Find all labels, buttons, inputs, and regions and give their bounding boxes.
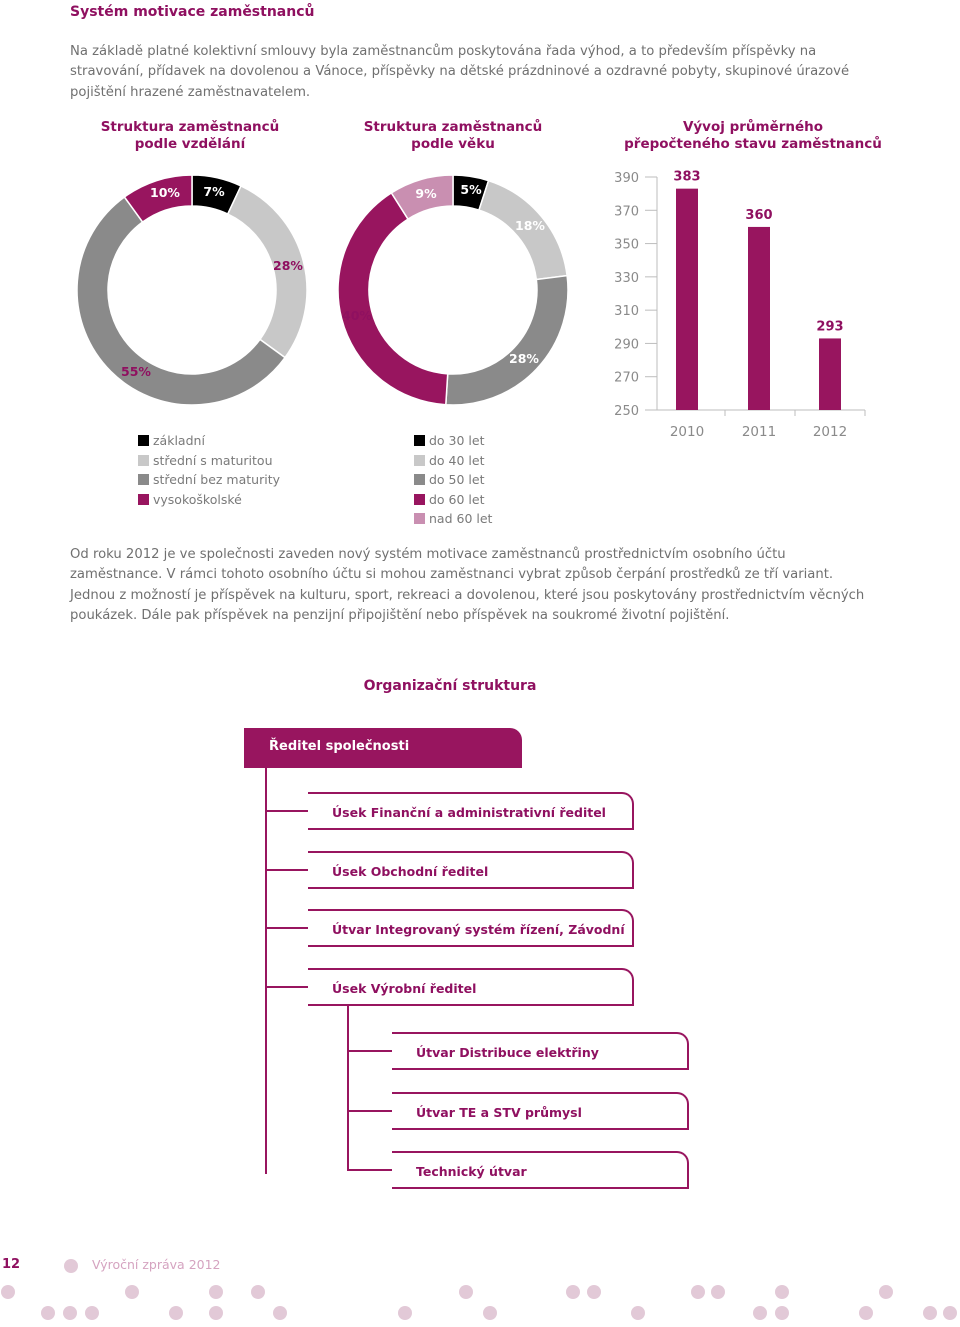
decorative-dot — [923, 1306, 937, 1320]
education-title-line1: Struktura zaměstnanců — [100, 119, 280, 135]
org-subunit-box: Útvar TE a STV průmysl — [392, 1092, 689, 1130]
education-legend-item — [138, 490, 280, 510]
age-legend-item — [414, 509, 492, 529]
age-legend-label: nad 60 let — [429, 511, 493, 527]
org-subunit-box: Útvar Distribuce elektřiny — [392, 1032, 689, 1070]
decorative-dot — [273, 1306, 287, 1320]
decorative-dot — [631, 1306, 645, 1320]
org-connector — [265, 986, 308, 988]
section-heading: Systém motivace zaměstnanců — [70, 4, 315, 20]
education-legend-item — [138, 451, 280, 471]
age-donut-label-3: 28% — [509, 351, 539, 366]
headcount-title-line2: přepočteného stavu zaměstnanců — [624, 136, 882, 152]
decorative-dot — [691, 1285, 705, 1299]
bar-value-label: 360 — [745, 207, 773, 223]
age-donut-label-5: 9% — [415, 186, 437, 201]
edu-donut-label-2: 28% — [273, 258, 303, 273]
bar-ytick-label: 290 — [614, 337, 639, 353]
decorative-dot — [753, 1306, 767, 1320]
report-title: Výroční zpráva 2012 — [92, 1257, 221, 1272]
education-legend-item — [138, 470, 280, 490]
intro-paragraph: Na základě platné kolektivní smlouvy byla zaměstnancům poskytována řada výhod, a to především příspěvky na stravování, přídavek na dovolenou a Vánoce, příspěvky na dětské prázdninové a ozdravné pobyty, skupinové úrazové pojištění hrazené zaměstnavatelem. — [70, 44, 850, 100]
education-legend-label: vysokoškolské — [153, 491, 242, 507]
age-donut-label-2: 18% — [515, 218, 545, 233]
bar-2010 — [676, 189, 698, 410]
decorative-dot — [483, 1306, 497, 1320]
education-legend-swatch — [138, 494, 149, 505]
org-connector-sub — [347, 1006, 349, 1170]
org-connector — [265, 927, 308, 929]
age-legend-label: do 60 let — [429, 491, 485, 507]
age-legend-item — [414, 451, 492, 471]
org-connector — [347, 1110, 392, 1112]
age-legend-item — [414, 431, 492, 451]
decorative-dot — [125, 1285, 139, 1299]
bar-2011 — [748, 227, 770, 410]
age-legend-label: do 30 let — [429, 433, 485, 449]
age-legend-item — [414, 490, 492, 510]
org-connector — [347, 1050, 392, 1052]
age-legend-swatch — [414, 435, 425, 446]
bar-ytick-label: 390 — [614, 171, 639, 186]
education-legend-swatch — [138, 455, 149, 466]
edu-donut-label-3: 55% — [121, 364, 151, 379]
director-box: Ředitel společnosti — [244, 728, 522, 768]
decorative-dot — [587, 1285, 601, 1299]
decorative-dot — [943, 1306, 957, 1320]
decorative-dot — [711, 1285, 725, 1299]
decorative-dot — [566, 1285, 580, 1299]
bar-category-label: 2010 — [669, 424, 705, 440]
age-title-line1: Struktura zaměstnanců — [363, 119, 543, 135]
decorative-dot — [775, 1285, 789, 1299]
bar-category-label: 2011 — [741, 424, 777, 440]
bar-category-label: 2012 — [812, 424, 848, 440]
org-unit-box: Úsek Finanční a administrativní ředitel — [308, 792, 634, 830]
bar-ytick-label: 370 — [614, 204, 639, 220]
age-legend-item — [414, 470, 492, 490]
decorative-dot — [879, 1285, 893, 1299]
motivation-paragraph: Od roku 2012 je ve společnosti zaveden nový systém motivace zaměstnanců prostřednictvím osobního účtu zaměstnance. V rámci tohoto osobního účtu si mohou zaměstnanci vybrat způsob čerpání prostředků ze tří variant. Jednou z možností je příspěvek na kulturu, sport, rekreaci a dovolenou, které jsou poskytovány prostřednictvím věcných poukázek. Dále pak příspěvek na penzijní připojištění nebo příspěvek na soukromé životní pojištění. — [70, 547, 865, 623]
decorative-dot — [209, 1306, 223, 1320]
education-legend-label: střední s maturitou — [153, 452, 273, 468]
age-donut-slice-4 — [338, 193, 448, 405]
education-legend-swatch — [138, 474, 149, 485]
bar-value-label: 293 — [816, 319, 844, 335]
age-legend-swatch — [414, 455, 425, 466]
education-legend-item — [138, 431, 280, 451]
edu-donut-label-4: 10% — [150, 185, 180, 200]
age-donut-label-4: 40% — [342, 308, 372, 323]
decorative-dot — [41, 1306, 55, 1320]
headcount-title-line1: Vývoj průměrného — [682, 119, 824, 135]
org-unit-box: Útvar Integrovaný systém řízení, Závodní — [308, 909, 634, 947]
education-legend-label: základní — [153, 433, 205, 449]
age-donut-label-1: 5% — [460, 182, 482, 197]
education-title-line2: podle vzdělání — [134, 136, 246, 152]
age-legend-swatch — [414, 494, 425, 505]
age-title-line2: podle věku — [411, 136, 495, 152]
bar-ytick-label: 350 — [614, 237, 639, 253]
education-legend-label: střední bez maturity — [153, 472, 281, 488]
age-legend-swatch — [414, 474, 425, 485]
decorative-dot — [775, 1306, 789, 1320]
bar-ytick-label: 250 — [614, 404, 639, 419]
decorative-dot — [63, 1306, 77, 1320]
age-legend-label: do 40 let — [429, 452, 485, 468]
age-donut-slice-3 — [446, 276, 568, 405]
education-legend — [138, 431, 280, 509]
bar-ytick-label: 270 — [614, 370, 639, 386]
decorative-dot — [169, 1306, 183, 1320]
age-legend-label: do 50 let — [429, 472, 485, 488]
decorative-dot — [398, 1306, 412, 1320]
decorative-dot — [459, 1285, 473, 1299]
bar-2012 — [819, 338, 841, 410]
org-connector — [265, 810, 308, 812]
decorative-dot — [859, 1306, 873, 1320]
decorative-dot — [85, 1306, 99, 1320]
decorative-dot — [1, 1285, 15, 1299]
decorative-dot — [209, 1285, 223, 1299]
decorative-dot — [251, 1285, 265, 1299]
bar-value-label: 383 — [673, 169, 701, 185]
org-unit-box: Úsek Výrobní ředitel — [308, 968, 634, 1006]
org-connector — [265, 869, 308, 871]
edu-donut-label-1: 7% — [203, 184, 225, 199]
org-unit-box: Úsek Obchodní ředitel — [308, 851, 634, 889]
education-legend-swatch — [138, 435, 149, 446]
decorative-dots — [0, 1275, 960, 1327]
age-legend-swatch — [414, 513, 425, 524]
age-legend — [414, 431, 492, 529]
org-title: Organizační struktura — [363, 678, 537, 694]
footer-dot-icon — [62, 1257, 80, 1275]
org-subunit-box: Technický útvar — [392, 1151, 689, 1189]
org-connector — [347, 1169, 392, 1171]
org-connector-main — [265, 768, 267, 1174]
page-number: 12 — [2, 1257, 21, 1272]
bar-ytick-label: 330 — [614, 270, 639, 286]
bar-ytick-label: 310 — [614, 304, 639, 320]
